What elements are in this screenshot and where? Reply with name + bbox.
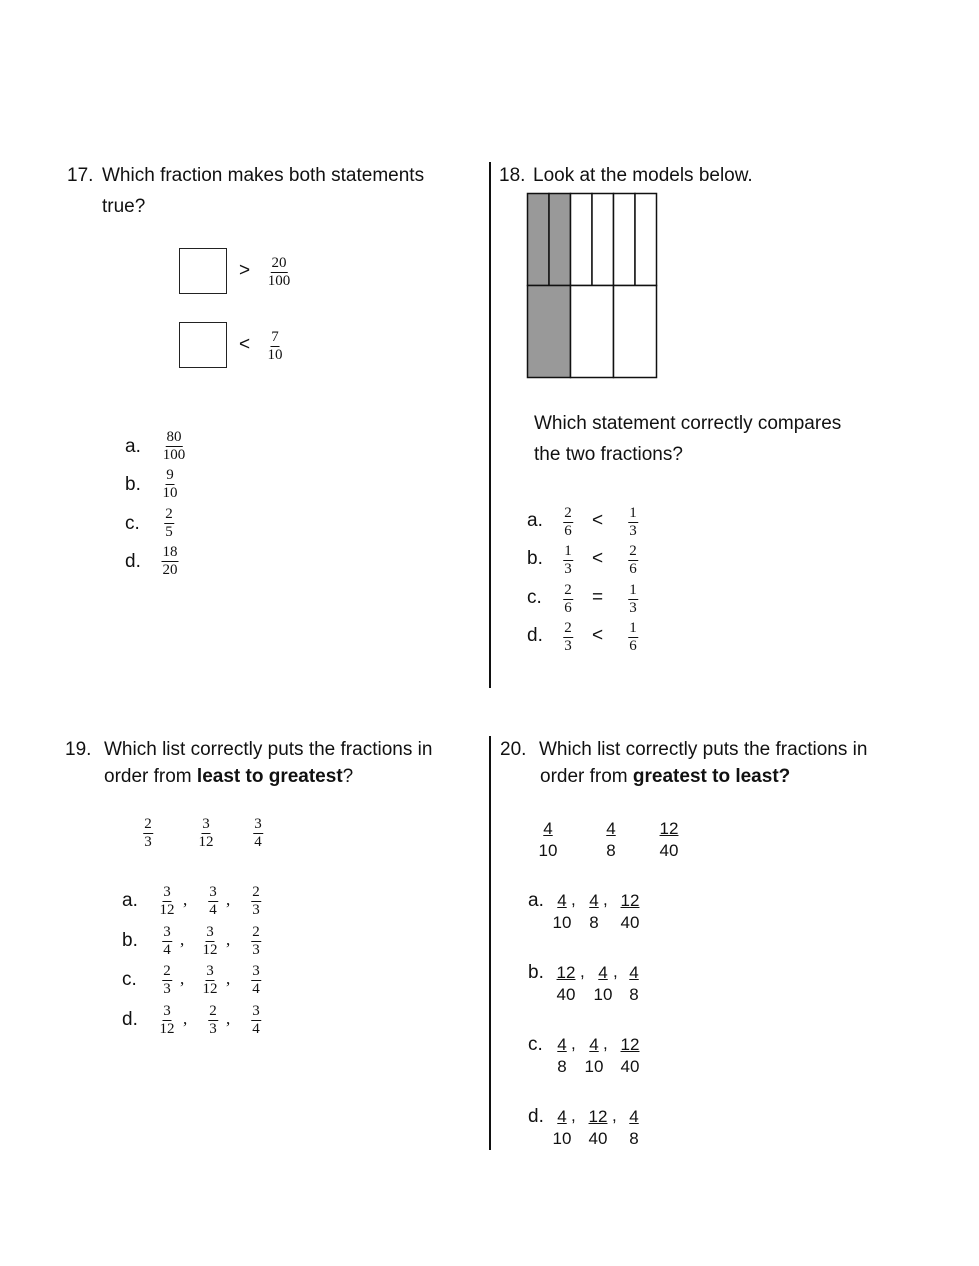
- numerator: 4: [543, 819, 553, 838]
- q19-option-a-letter: a.: [122, 890, 138, 911]
- q18-option-c-left: [563, 582, 573, 617]
- denominator: 10: [593, 985, 613, 1004]
- denominator: 6: [629, 638, 637, 654]
- numerator: 2: [163, 963, 171, 979]
- denominator: 3: [209, 1021, 217, 1037]
- q19-option-c-frac-2: [202, 963, 219, 998]
- q18-option-c-letter: c.: [527, 587, 542, 608]
- q18-option-c-right: [628, 582, 638, 617]
- q20-option-c-frac-3: [621, 1034, 640, 1078]
- q19-prompt-line2: [104, 766, 353, 788]
- denominator: 6: [564, 600, 572, 616]
- q18-option-d-right: [628, 620, 638, 655]
- numerator: 18: [162, 544, 178, 560]
- denominator: 20: [162, 562, 178, 578]
- q19-option-a-sep-1: ,: [183, 890, 188, 909]
- q18-question-line2: the two fractions?: [534, 444, 683, 465]
- q20-option-b-frac-3: [629, 962, 638, 1006]
- denominator: 4: [252, 981, 260, 997]
- numerator: 2: [165, 506, 173, 522]
- denominator: 4: [254, 834, 262, 850]
- numerator: 1: [629, 582, 637, 598]
- q18-option-a-right: [628, 505, 638, 540]
- q19-option-b-sep-2: ,: [226, 930, 231, 949]
- denominator: 12: [159, 1021, 175, 1037]
- q18-prompt: Look at the models below.: [533, 165, 753, 186]
- numerator: 2: [144, 816, 152, 832]
- q20-option-b-sep-2: ,: [613, 962, 618, 981]
- q20-option-a-frac-2: [589, 890, 598, 934]
- numerator: 4: [606, 819, 616, 838]
- denominator: 6: [564, 523, 572, 539]
- numerator: 3: [252, 963, 260, 979]
- numerator: 12: [620, 891, 640, 910]
- model-top-part-2: [549, 194, 571, 286]
- q20-option-b-sep-1: ,: [580, 962, 585, 981]
- q18-option-b-left: [563, 543, 573, 578]
- denominator: 100: [162, 447, 186, 463]
- q17-prompt-line2: true?: [102, 196, 146, 217]
- denominator: 12: [202, 942, 218, 958]
- q20-option-d-frac-2: [589, 1106, 608, 1150]
- numerator: 4: [629, 1107, 639, 1126]
- denominator: 8: [606, 841, 616, 860]
- q18-option-d-operator: <: [592, 625, 604, 646]
- q19-given-fraction-2: [198, 816, 215, 851]
- q20-option-d-sep-2: ,: [612, 1106, 617, 1125]
- q17-option-d-letter: d.: [125, 551, 141, 572]
- numerator: 1: [564, 543, 572, 559]
- denominator: 3: [252, 902, 260, 918]
- denominator: 10: [552, 1129, 572, 1148]
- q20-option-d-sep-1: ,: [571, 1106, 576, 1125]
- q17-option-b-letter: b.: [125, 474, 141, 495]
- q18-option-b-right: [628, 543, 638, 578]
- q20-option-a-sep-1: ,: [571, 890, 576, 909]
- prompt-emphasis: least to greatest: [196, 766, 343, 787]
- q20-option-a-frac-3: [621, 890, 640, 934]
- q17-option-b-fraction: [162, 467, 179, 502]
- q17-prompt-line1: Which fraction makes both statements: [102, 165, 425, 186]
- q18-option-d-left: [563, 620, 573, 655]
- q19-option-d-frac-1: [159, 1003, 176, 1038]
- q20-option-c-frac-2: [585, 1034, 604, 1078]
- numerator: 3: [163, 924, 171, 940]
- q18-option-c-operator: =: [592, 587, 604, 608]
- denominator: 8: [629, 985, 639, 1004]
- q20-option-b-letter: b.: [528, 962, 544, 983]
- prompt-text: order from: [540, 766, 633, 787]
- q17-greater-than: >: [239, 260, 251, 281]
- numerator: 2: [252, 924, 260, 940]
- q20-option-d-frac-3: [629, 1106, 638, 1150]
- q17-option-c-fraction: [164, 506, 174, 541]
- numerator: 3: [252, 1003, 260, 1019]
- q19-option-b-letter: b.: [122, 930, 138, 951]
- column-divider-top: [489, 162, 491, 688]
- q20-given-fraction-1: [539, 818, 558, 862]
- q19-option-d-sep-2: ,: [226, 1009, 231, 1028]
- numerator: 1: [629, 505, 637, 521]
- q20-option-d-frac-1: [553, 1106, 572, 1150]
- denominator: 100: [267, 273, 291, 289]
- q17-statement2-fraction: [267, 329, 284, 364]
- q19-option-c-sep-2: ,: [226, 969, 231, 988]
- numerator: 4: [557, 891, 567, 910]
- q20-option-d-letter: d.: [528, 1106, 544, 1127]
- numerator: 3: [209, 884, 217, 900]
- q20-option-b-frac-2: [594, 962, 613, 1006]
- q19-option-c-frac-1: [162, 963, 172, 998]
- q17-option-d-fraction: [162, 544, 179, 579]
- q19-option-b-frac-2: [202, 924, 219, 959]
- denominator: 4: [209, 902, 217, 918]
- q19-given-fraction-3: [253, 816, 263, 851]
- model-top-part-6: [635, 194, 657, 286]
- q18-option-d-letter: d.: [527, 625, 543, 646]
- denominator: 3: [629, 600, 637, 616]
- q20-option-a-frac-1: [553, 890, 572, 934]
- denominator: 10: [584, 1057, 604, 1076]
- numerator: 3: [163, 1003, 171, 1019]
- numerator: 3: [206, 924, 214, 940]
- numerator: 2: [209, 1003, 217, 1019]
- q19-option-a-frac-1: [159, 884, 176, 919]
- numerator: 4: [557, 1035, 567, 1054]
- q18-fraction-model: [526, 192, 660, 380]
- numerator: 80: [166, 429, 182, 445]
- denominator: 8: [589, 913, 599, 932]
- q19-option-c-letter: c.: [122, 969, 137, 990]
- numerator: 4: [589, 891, 599, 910]
- q19-option-d-frac-3: [251, 1003, 261, 1038]
- numerator: 1: [629, 620, 637, 636]
- denominator: 3: [629, 523, 637, 539]
- q20-given-fraction-2: [606, 818, 615, 862]
- q19-option-d-letter: d.: [122, 1009, 138, 1030]
- numerator: 4: [629, 963, 639, 982]
- numerator: 2: [629, 543, 637, 559]
- numerator: 2: [564, 582, 572, 598]
- numerator: 2: [252, 884, 260, 900]
- q19-prompt-line1: Which list correctly puts the fractions in: [104, 739, 433, 760]
- q20-option-b-frac-1: [557, 962, 576, 1006]
- denominator: 4: [163, 942, 171, 958]
- q17-answer-box-1: [179, 248, 227, 294]
- denominator: 10: [267, 347, 283, 363]
- denominator: 12: [202, 981, 218, 997]
- q18-number: 18.: [499, 165, 526, 186]
- prompt-end: ?: [342, 766, 354, 787]
- denominator: 8: [629, 1129, 639, 1148]
- denominator: 3: [144, 834, 152, 850]
- numerator: 3: [163, 884, 171, 900]
- q17-option-a-fraction: [162, 429, 187, 464]
- denominator: 12: [198, 834, 214, 850]
- numerator: 12: [588, 1107, 608, 1126]
- denominator: 6: [629, 561, 637, 577]
- denominator: 10: [552, 913, 572, 932]
- q17-option-a-letter: a.: [125, 436, 141, 457]
- model-top-part-1: [528, 194, 550, 286]
- model-bottom-part-1: [528, 286, 571, 378]
- q19-option-c-frac-3: [251, 963, 261, 998]
- denominator: 12: [159, 902, 175, 918]
- q20-prompt-line1: Which list correctly puts the fractions in: [539, 739, 868, 760]
- q19-option-c-sep-1: ,: [180, 969, 185, 988]
- denominator: 3: [564, 561, 572, 577]
- numerator: 20: [271, 255, 287, 271]
- numerator: 12: [620, 1035, 640, 1054]
- numerator: 12: [659, 819, 679, 838]
- q18-option-a-letter: a.: [527, 510, 543, 531]
- q20-prompt-line2: [540, 766, 790, 788]
- q19-option-a-frac-2: [208, 884, 218, 919]
- model-top-part-4: [592, 194, 614, 286]
- denominator: 10: [162, 485, 178, 501]
- denominator: 3: [252, 942, 260, 958]
- q19-option-a-sep-2: ,: [226, 890, 231, 909]
- q20-option-c-sep-1: ,: [571, 1034, 576, 1053]
- q20-option-a-letter: a.: [528, 890, 544, 911]
- q18-option-a-left: [563, 505, 573, 540]
- numerator: 4: [598, 963, 608, 982]
- numerator: 3: [254, 816, 262, 832]
- prompt-text: order from: [104, 766, 197, 787]
- q19-option-d-frac-2: [208, 1003, 218, 1038]
- column-divider-bottom: [489, 736, 491, 1150]
- q18-option-b-letter: b.: [527, 548, 543, 569]
- numerator: 4: [557, 1107, 567, 1126]
- q19-given-fraction-1: [143, 816, 153, 851]
- denominator: 3: [163, 981, 171, 997]
- q20-option-c-frac-1: [557, 1034, 566, 1078]
- q17-statement1-fraction: [267, 255, 292, 290]
- q20-option-a-sep-2: ,: [603, 890, 608, 909]
- q20-given-fraction-3: [660, 818, 679, 862]
- denominator: 5: [165, 524, 173, 540]
- q19-option-b-frac-1: [162, 924, 172, 959]
- q19-number: 19.: [65, 739, 92, 760]
- q20-number: 20.: [500, 739, 527, 760]
- model-bottom-part-3: [614, 286, 657, 378]
- q17-answer-box-2: [179, 322, 227, 368]
- q19-option-a-frac-3: [251, 884, 261, 919]
- q18-question-line1: Which statement correctly compares: [534, 413, 842, 434]
- denominator: 40: [620, 913, 640, 932]
- q20-option-c-sep-2: ,: [603, 1034, 608, 1053]
- q20-option-c-letter: c.: [528, 1034, 543, 1055]
- denominator: 40: [620, 1057, 640, 1076]
- denominator: 40: [588, 1129, 608, 1148]
- numerator: 2: [564, 620, 572, 636]
- q19-option-b-sep-1: ,: [180, 930, 185, 949]
- denominator: 3: [564, 638, 572, 654]
- denominator: 8: [557, 1057, 567, 1076]
- denominator: 40: [556, 985, 576, 1004]
- q17-less-than: <: [239, 334, 251, 355]
- q19-option-d-sep-1: ,: [183, 1009, 188, 1028]
- numerator: 3: [206, 963, 214, 979]
- numerator: 12: [556, 963, 576, 982]
- q18-option-a-operator: <: [592, 510, 604, 531]
- q19-option-b-frac-3: [251, 924, 261, 959]
- denominator: 10: [538, 841, 558, 860]
- q17-number: 17.: [67, 165, 94, 186]
- q18-option-b-operator: <: [592, 548, 604, 569]
- denominator: 4: [252, 1021, 260, 1037]
- model-top-part-3: [571, 194, 593, 286]
- prompt-emphasis: greatest to least?: [632, 766, 791, 787]
- model-top-part-5: [614, 194, 636, 286]
- numerator: 3: [202, 816, 210, 832]
- numerator: 9: [166, 467, 174, 483]
- denominator: 40: [659, 841, 679, 860]
- q17-option-c-letter: c.: [125, 513, 140, 534]
- numerator: 4: [589, 1035, 599, 1054]
- numerator: 2: [564, 505, 572, 521]
- model-bottom-part-2: [571, 286, 614, 378]
- numerator: 7: [271, 329, 279, 345]
